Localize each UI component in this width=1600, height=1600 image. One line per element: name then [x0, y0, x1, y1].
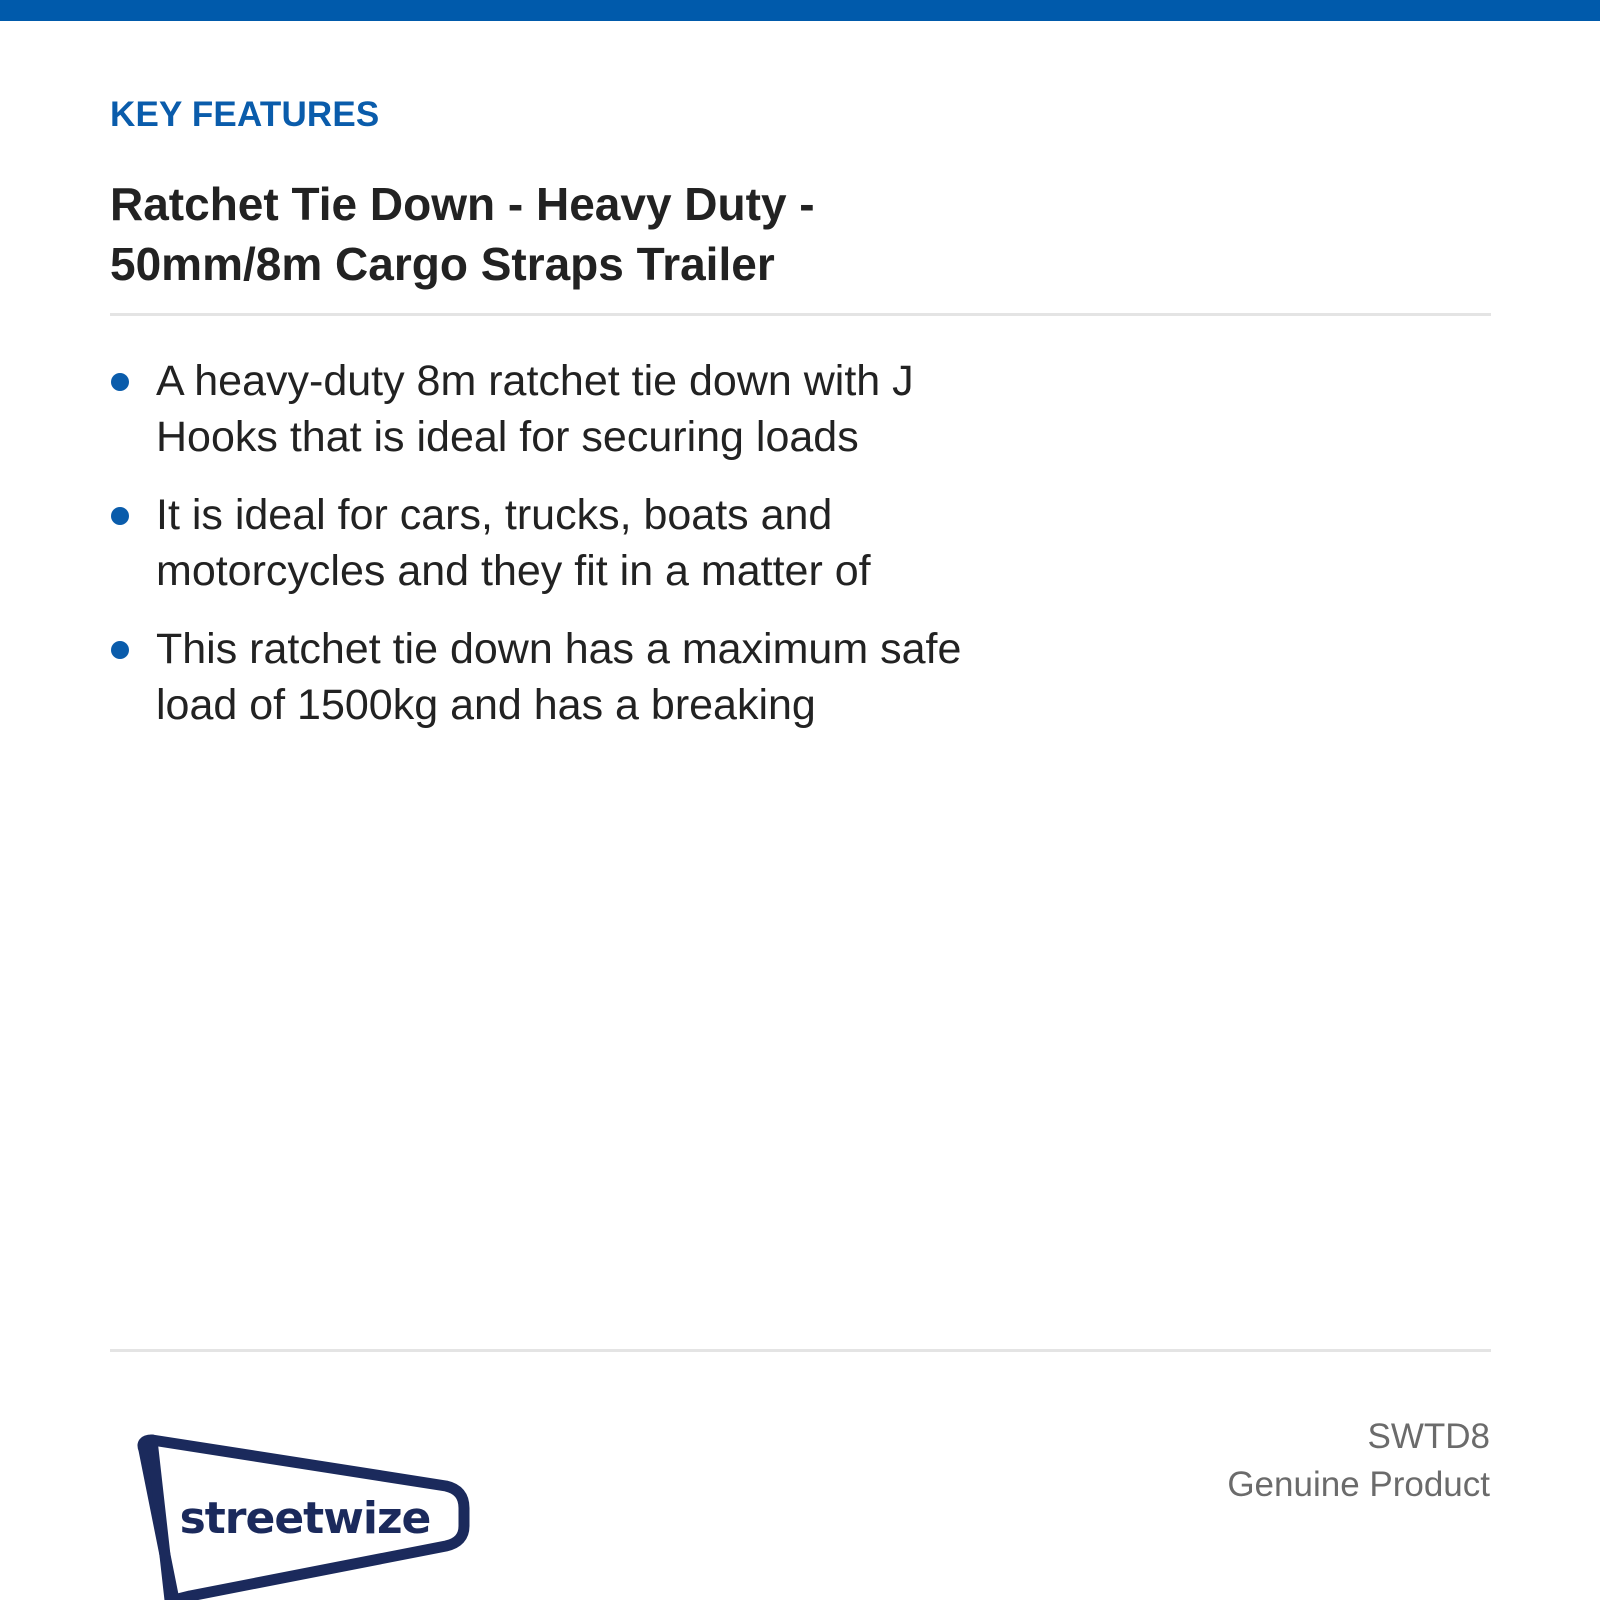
bullet-dot-icon: [111, 641, 129, 659]
section-label: KEY FEATURES: [110, 95, 380, 134]
feature-line-2: Hooks that is ideal for securing loads: [156, 413, 859, 461]
feature-line-1: This ratchet tie down has a maximum safe: [156, 625, 962, 673]
feature-line-1: It is ideal for cars, trucks, boats and: [156, 491, 833, 539]
bullet-dot-icon: [111, 507, 129, 525]
feature-line-2: load of 1500kg and has a breaking: [156, 681, 816, 729]
logo-wordmark: streetwize: [179, 1493, 431, 1544]
bullet-dot-icon: [111, 373, 129, 391]
list-item: [110, 621, 1070, 733]
product-title-line-1: Ratchet Tie Down - Heavy Duty -: [110, 178, 815, 230]
streetwize-logo: [128, 1428, 474, 1600]
product-sku: SWTD8: [1367, 1417, 1490, 1456]
product-title-line-2: 50mm/8m Cargo Straps Trailer: [110, 238, 775, 290]
feature-list: [110, 353, 1070, 755]
product-title: [110, 174, 1010, 294]
list-item: [110, 353, 1070, 465]
footer-info: [1227, 1413, 1490, 1509]
title-divider: [110, 313, 1491, 316]
top-accent-bar: [0, 0, 1600, 21]
genuine-product-label: Genuine Product: [1227, 1465, 1490, 1504]
list-item: [110, 487, 1070, 599]
footer-divider: [110, 1349, 1491, 1352]
feature-line-2: motorcycles and they fit in a matter of: [156, 547, 871, 595]
feature-line-1: A heavy-duty 8m ratchet tie down with J: [156, 357, 914, 405]
